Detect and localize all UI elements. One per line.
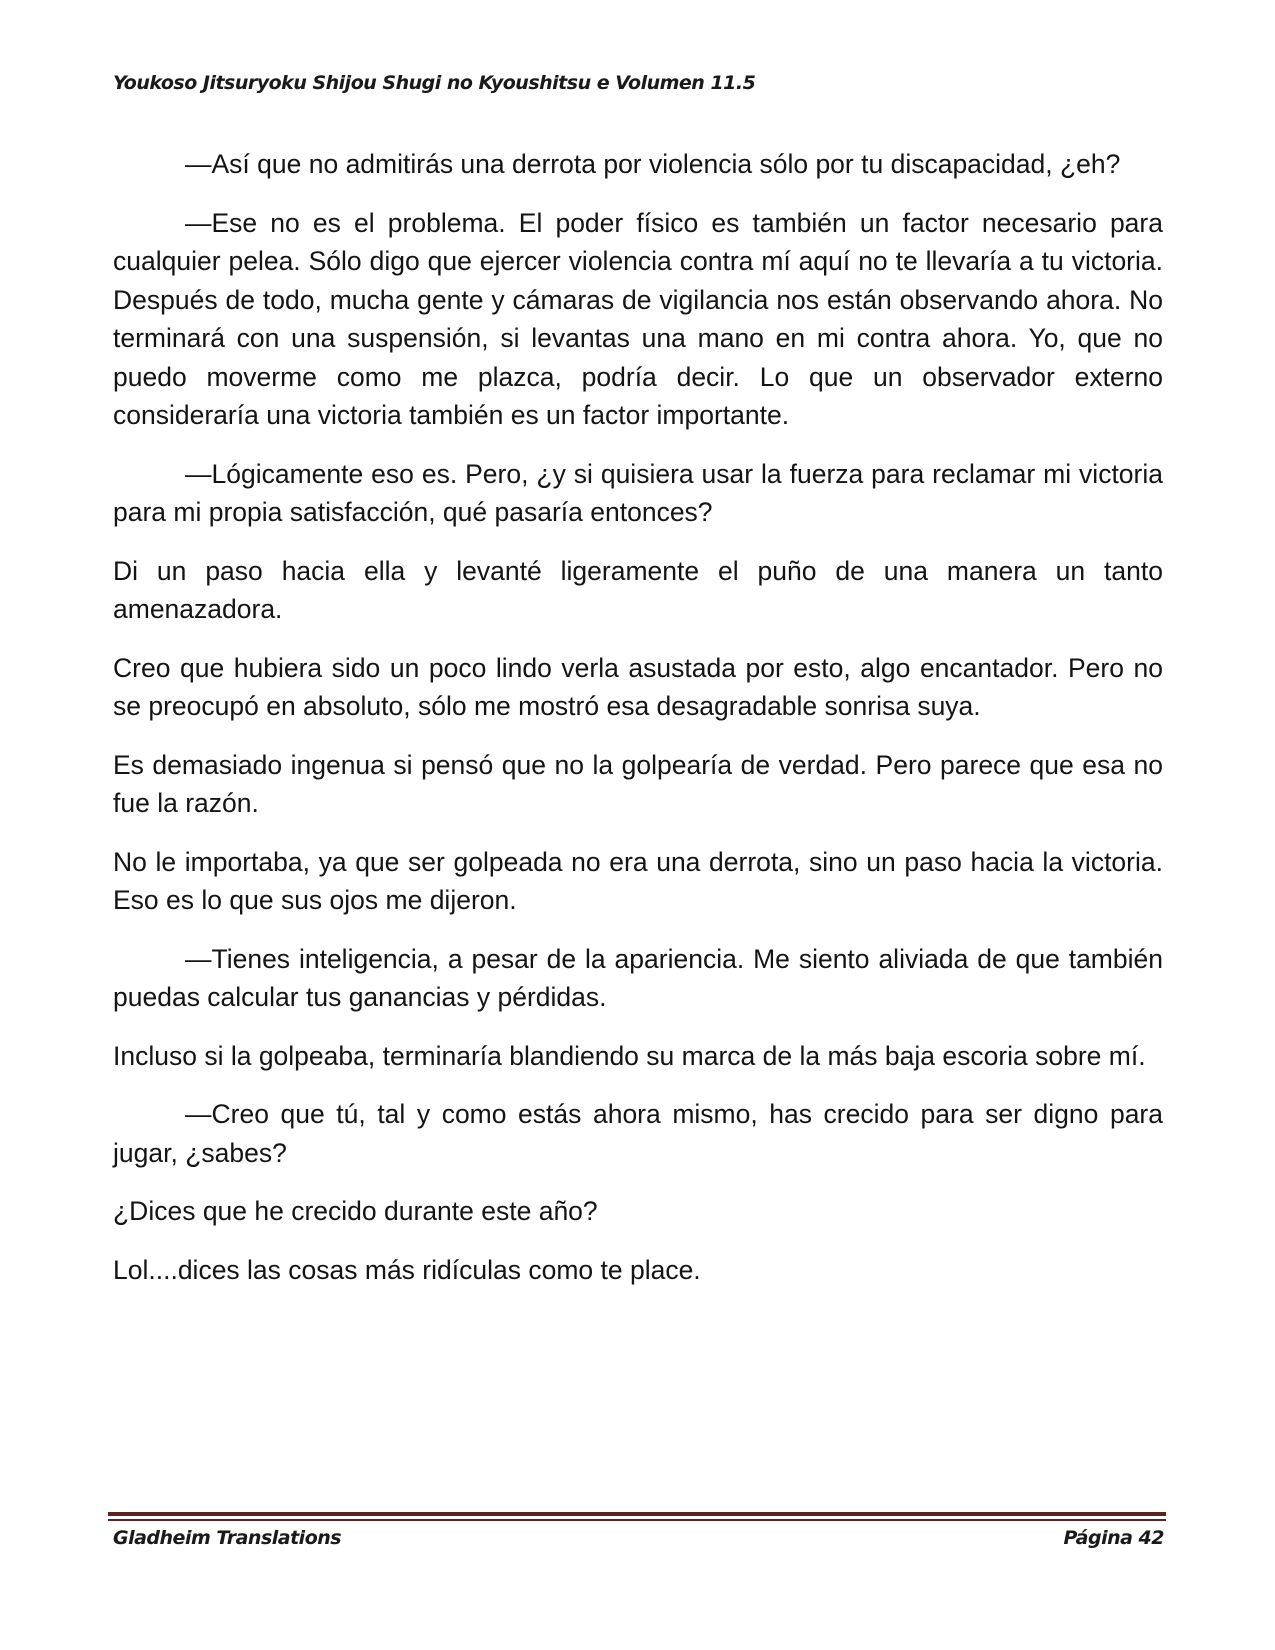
paragraph-narration: Lol....dices las cosas más ridículas como te place. — [113, 1254, 701, 1285]
footer-divider-thin — [108, 1519, 1166, 1521]
footer-translator-credit: Gladheim Translations — [113, 1527, 342, 1549]
paragraph-narration: Creo que hubiera sido un poco lindo verla asustada por esto, algo encantador. Pero no se preocupó en absoluto, sólo me mostró esa desagradable sonrisa suya. — [113, 652, 1163, 721]
paragraph-narration: No le importaba, ya que ser golpeada no era una derrota, sino un paso hacia la victoria. Eso es lo que sus ojos me dijeron. — [113, 846, 1163, 915]
document-header-title: Youkoso Jitsuryoku Shijou Shugi no Kyoushitsu e Volumen 11.5 — [113, 72, 756, 94]
paragraph-dialogue: —Lógicamente eso es. Pero, ¿y si quisiera usar la fuerza para reclamar mi victoria para mi propia satisfacción, qué pasaría entonces? — [113, 458, 1163, 527]
footer-divider-thick — [108, 1512, 1166, 1516]
paragraph-dialogue: —Creo que tú, tal y como estás ahora mismo, has crecido para ser digno para jugar, ¿sabes? — [113, 1099, 1163, 1168]
paragraph-dialogue: —Tienes inteligencia, a pesar de la apariencia. Me siento aliviada de que también puedas calcular tus ganancias y pérdidas. — [113, 943, 1163, 1012]
paragraph-narration: Incluso si la golpeaba, terminaría blandiendo su marca de la más baja escoria sobre mí. — [113, 1040, 1146, 1071]
paragraph-narration: Es demasiado ingenua si pensó que no la golpearía de verdad. Pero parece que esa no fue la razón. — [113, 749, 1163, 818]
paragraph-dialogue: —Así que no admitirás una derrota por violencia sólo por tu discapacidad, ¿eh? — [185, 149, 1121, 179]
paragraph-dialogue: —Ese no es el problema. El poder físico es también un factor necesario para cualquier pelea. Sólo digo que ejercer violencia contra mí aquí no te llevaría a tu victoria. Después de todo, mucha gente y cámaras de vigilancia nos están observando ahora. No terminará con una suspensión, si levantas una mano en mi contra ahora. Yo, que no puedo moverme como me plazca, podría decir. Lo que un observador externo consideraría una victoria también es un factor importante. — [113, 207, 1163, 430]
paragraph-narration: ¿Dices que he crecido durante este año? — [113, 1196, 598, 1226]
document-body — [113, 145, 1163, 1309]
footer-page-number: Página 42 — [1063, 1527, 1164, 1549]
paragraph-narration: Di un paso hacia ella y levanté ligeramente el puño de una manera un tanto amenazadora. — [113, 555, 1163, 624]
